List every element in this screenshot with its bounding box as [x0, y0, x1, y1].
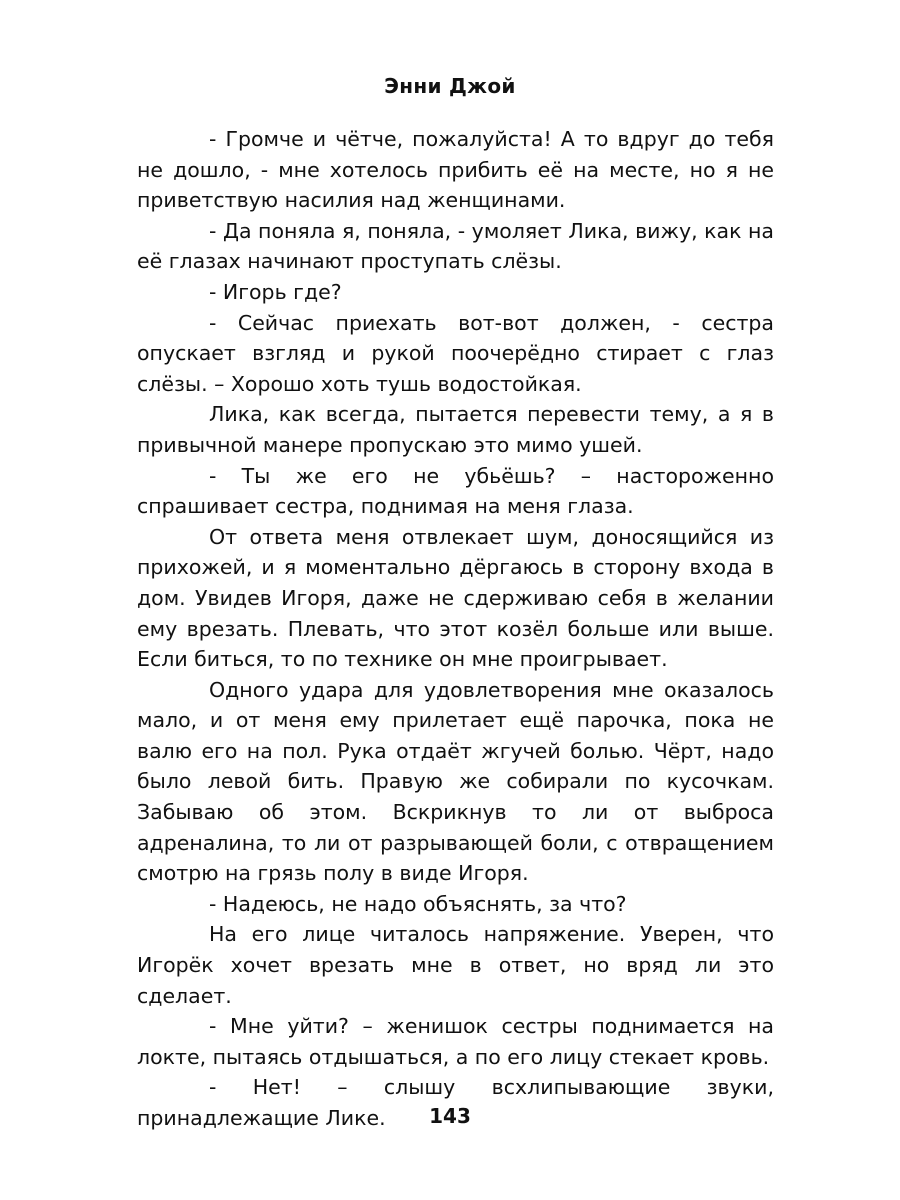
- paragraph: От ответа меня отвлекает шум, доносящийся из прихожей, и я моментально дёргаюсь в сторону входа в дом. Увидев Игоря, даже не сдерживаю себя в желании ему врезать. Плевать, что этот козёл больше или выше. Если биться, то по технике он мне проигрывает.: [137, 524, 774, 672]
- paragraph: - Надеюсь, не надо объяснять, за что?: [209, 891, 627, 916]
- page-number: 143: [429, 1104, 471, 1128]
- paragraph: - Игорь где?: [209, 279, 342, 304]
- paragraph: - Да поняла я, поняла, - умоляет Лика, вижу, как на её глазах начинают проступать слёзы.: [137, 218, 774, 274]
- paragraph: - Нет! – слышу всхлипывающие звуки, принадлежащие Лике.: [137, 1075, 774, 1130]
- paragraph: Лика, как всегда, пытается перевести тему, а я в привычной манере пропускаю это мимо ушей.: [137, 402, 774, 457]
- text-body: [137, 124, 774, 1134]
- paragraph: Одного удара для удовлетворения мне оказалось мало, и от меня ему прилетает ещё парочка, пока не валю его на пол. Рука отдаёт жгучей болью. Чёрт, надо было левой бить. Правую же собирали по кусочкам. Забываю об этом. Вскрикнув то ли от выброса адреналина, то ли от разрывающей боли, с отвращением смотрю на грязь полу в виде Игоря.: [137, 677, 774, 886]
- running-header-author: Энни Джой: [384, 74, 516, 98]
- paragraph: На его лице читалось напряжение. Уверен, что Игорёк хочет врезать мне в ответ, но вряд ли это сделает.: [137, 922, 774, 1008]
- paragraph: - Сейчас приехать вот-вот должен, - сестра опускает взгляд и рукой поочерёдно стирает с глаз слёзы. – Хорошо хоть тушь водостойкая.: [137, 310, 774, 396]
- paragraph: - Мне уйти? – женишок сестры поднимается на локте, пытаясь отдышаться, а по его лицу стекает кровь.: [137, 1014, 774, 1069]
- paragraph: - Громче и чётче, пожалуйста! А то вдруг до тебя не дошло, - мне хотелось прибить её на месте, но я не приветствую насилия над женщинами.: [137, 127, 774, 213]
- paragraph: - Ты же его не убьёшь? – настороженно спрашивает сестра, поднимая на меня глаза.: [137, 463, 774, 519]
